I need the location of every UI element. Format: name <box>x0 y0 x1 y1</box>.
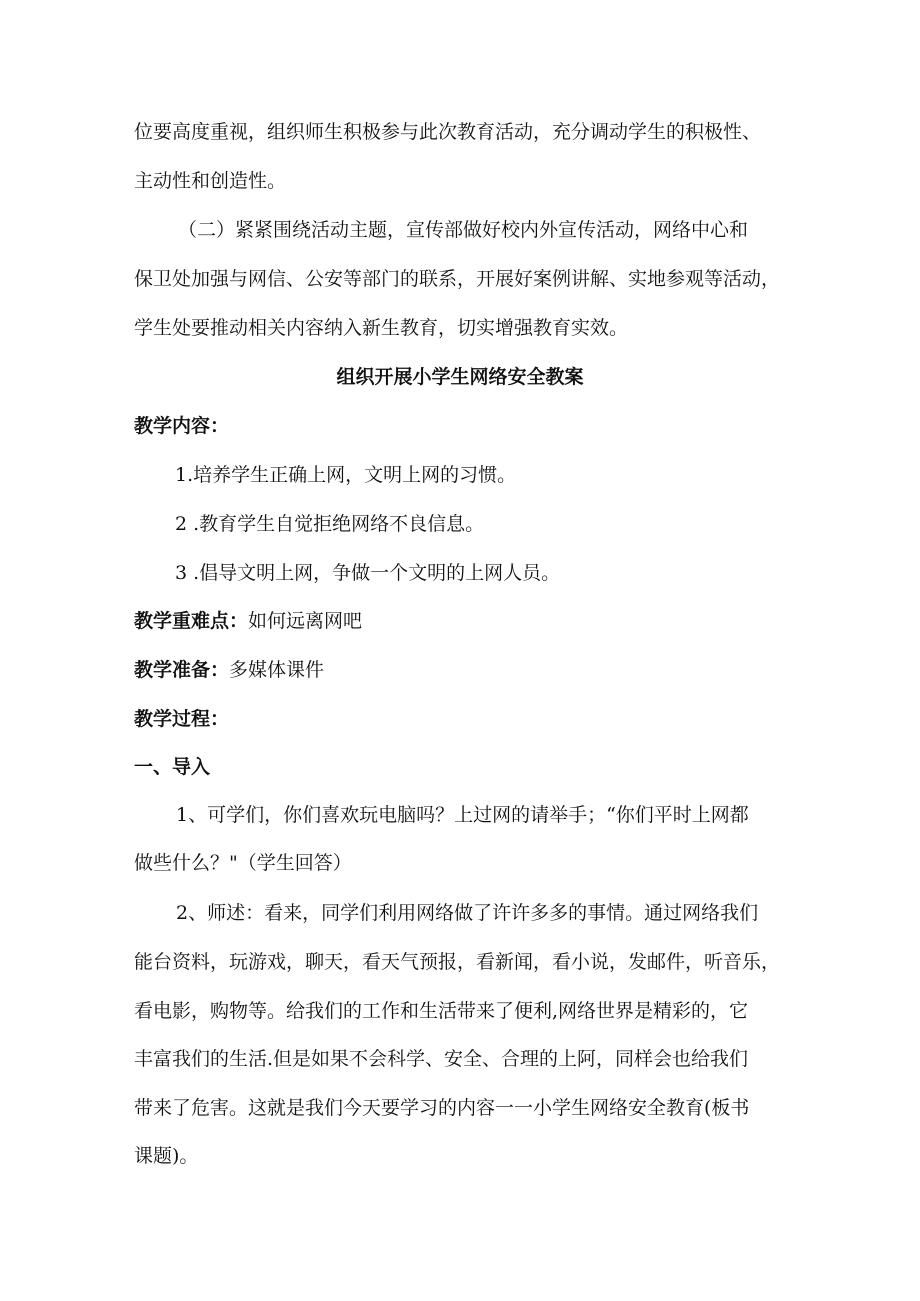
body-text-line: 能台资料，玩游戏，聊天，看天气预报，看新闻，看小说，发邮件，听音乐， <box>134 951 781 973</box>
body-text-line: 带来了危害。这就是我们今天要学习的内容一一小学生网络安全教育(板书 <box>134 1097 750 1119</box>
body-text-line: 位要高度重视，组织师生积极参与此次教育活动，充分调动学生的积极性、 <box>134 121 762 143</box>
prep-row <box>134 658 794 682</box>
intro-heading: 一、导入 <box>134 756 211 778</box>
list-item: 3 .倡导文明上网，争做一个文明的上网人员。 <box>175 562 561 584</box>
body-text-line: 2、师述：看来，同学们利用网络做了许许多多的事情。通过网络我们 <box>176 902 759 924</box>
process-label: 教学过程： <box>134 708 230 730</box>
difficulty-value: 如何远离网吧 <box>248 610 363 632</box>
list-item: 2 .教育学生自觉拒绝网络不良信息。 <box>175 513 485 535</box>
prep-label: 教学准备： <box>134 659 230 681</box>
difficulty-row <box>134 609 794 633</box>
body-text-line: （二）紧紧围绕活动主题，宣传部做好校内外宣传活动，网络中心和 <box>178 219 749 241</box>
body-text-line: 1、可学们，你们喜欢玩电脑吗？上过网的请举手；“你们平时上网都 <box>176 804 749 826</box>
list-item: 1.培养学生正确上网，文明上网的习惯。 <box>175 464 517 486</box>
prep-value: 多媒体课件 <box>229 659 325 681</box>
body-text-line: 保卫处加强与网信、公安等部门的联系，开展好案例讲解、实地参观等活动， <box>134 268 781 290</box>
body-text-line: 主动性和创造性。 <box>134 170 287 192</box>
body-text-line: 做些什么？"（学生回答） <box>134 852 352 874</box>
body-text-line: 学生处要推动相关内容纳入新生教育，切实增强教育实效。 <box>134 317 629 339</box>
body-text-line: 看电影，购物等。给我们的工作和生活带来了便利,网络世界是精彩的，它 <box>134 1000 749 1022</box>
body-text-line: 丰富我们的生活.但是如果不会科学、安全、合理的上阿，同样会也给我们 <box>134 1048 749 1070</box>
content-label: 教学内容： <box>134 415 230 437</box>
body-text-line: 课题)。 <box>134 1145 199 1167</box>
difficulty-label: 教学重难点： <box>134 610 249 632</box>
section-title: 组织开展小学生网络安全教案 <box>336 366 584 388</box>
